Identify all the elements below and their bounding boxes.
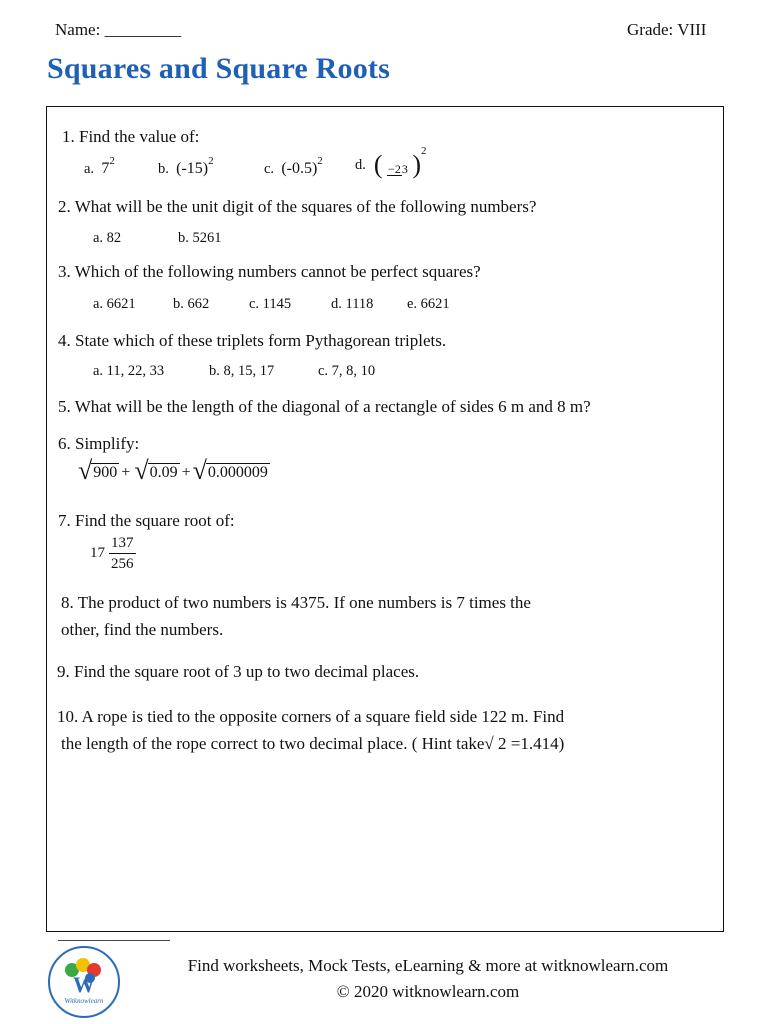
question-6: 6. Simplify:	[58, 434, 140, 453]
question-3: 3. Which of the following numbers cannot be perfect squares?	[58, 262, 481, 281]
question-2: 2. What will be the unit digit of the squares of the following numbers?	[58, 197, 537, 216]
footer-divider	[58, 940, 170, 941]
witknowlearn-logo	[48, 946, 120, 1018]
sqrt-900: √ 900	[78, 456, 118, 485]
sqrt-0-000009: √ 0.000009	[192, 456, 268, 485]
grade-label: Grade: VIII	[627, 20, 707, 39]
name-field-label: Name: _________	[55, 20, 182, 39]
question-8-line-2: other, find the numbers.	[61, 620, 224, 639]
question-7-mixed-number: 17 $\frac{137}{256}$	[90, 535, 134, 572]
question-5: 5. What will be the length of the diagonal of a rectangle of sides 6 m and 8 m?	[58, 397, 591, 416]
question-3-option-b: b. 662	[173, 296, 210, 312]
logo-graphic	[50, 948, 118, 1016]
question-3-option-e: e. 6621	[407, 296, 450, 312]
sqrt-0-09: √ 0.09	[134, 456, 178, 485]
question-3-option-d: d. 1118	[331, 296, 374, 312]
question-8-line-1: 8. The product of two numbers is 4375. If one numbers is 7 times the	[61, 593, 531, 612]
question-10-line-1: 10. A rope is tied to the opposite corners of a square field side 122 m. Find	[57, 707, 565, 726]
question-1: 1. Find the value of:	[62, 127, 200, 146]
question-4-option-a: a. 11, 22, 33	[93, 363, 165, 379]
footer-line-1: Find worksheets, Mock Tests, eLearning & more at witknowlearn.com	[187, 956, 669, 975]
logo-letter: W	[73, 972, 95, 997]
question-3-option-a: a. 6621	[93, 296, 136, 312]
question-2-option-a: a. 82	[93, 230, 122, 246]
logo-text: Witknowlearn	[64, 997, 104, 1005]
page-title: Squares and Square Roots	[47, 52, 390, 85]
question-4-option-c: c. 7, 8, 10	[318, 363, 376, 379]
question-4-option-b: b. 8, 15, 17	[209, 363, 275, 379]
question-10-line-2: the length of the rope correct to two decimal place. ( Hint take√ 2 =1.414)	[61, 734, 565, 753]
question-9: 9. Find the square root of 3 up to two decimal places.	[57, 662, 420, 681]
question-1-option-a: a. $7^2$	[84, 155, 115, 177]
footer-line-2: © 2020 witknowlearn.com	[336, 982, 520, 1001]
question-2-option-b: b. 5261	[178, 230, 222, 246]
question-6-expression: √ 900 + √ 0.09 + √ 0.000009	[78, 456, 268, 485]
question-4: 4. State which of these triplets form Pythagorean triplets.	[58, 331, 447, 350]
question-3-option-c: c. 1145	[249, 296, 292, 312]
question-7: 7. Find the square root of:	[58, 511, 235, 530]
question-1-option-c: c. $(-0.5)^2$	[264, 155, 323, 177]
question-1-option-b: b. $(-15)^2$	[158, 155, 214, 177]
question-1-option-d: d. ( −23 ) $^2$	[355, 145, 427, 179]
